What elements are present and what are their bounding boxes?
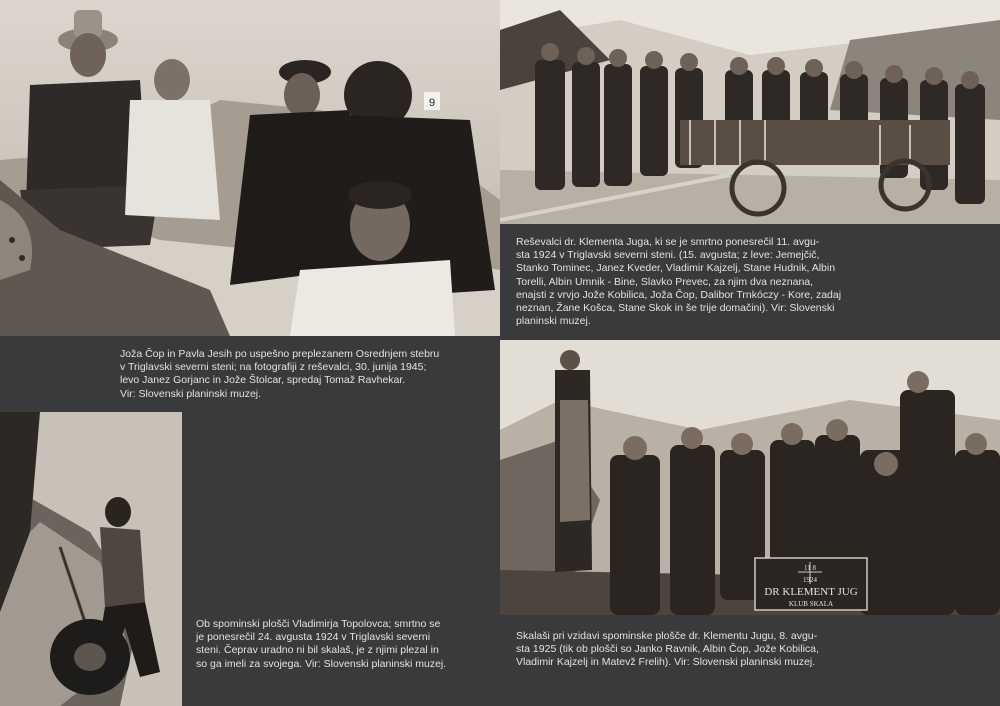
photo-sign-number: 9 bbox=[428, 97, 436, 109]
photo-skala-club-plaque-1925 bbox=[500, 340, 1000, 615]
caption-photo-topolovec: Ob spominski plošči Vladimirja Topolovca; smrtno se je ponesrečil 24. avgusta 1924 v Triglavski severni steni. Čeprav uradno ni bil skalaš, je z njimi plezal in so ga imeli za svojega. Vir: Slovenski planinski muzej. bbox=[196, 618, 447, 670]
photo-rescuers-with-cart-1924 bbox=[500, 0, 1000, 224]
plaque-club: KLUB SKALA bbox=[788, 600, 834, 608]
caption-photo-climbers-rescuers: Joža Čop in Pavla Jesih po uspešno preplezanem Osrednjem stebru v Triglavski severni steni; na fotografiji z reševalci, 30. junija 1945; levo Janez Gorjanc in Jože Štolcar, spredaj Tomaž Ravhekar. Vir: Slovenski planinski muzej. bbox=[120, 348, 440, 400]
caption-photo-rescuers-cart: Reševalci dr. Klementa Juga, ki se je smrtno ponesrečil 11. avgu- sta 1924 v Triglavski severni steni. (15. avgusta; z leve: Jemejčič, Stanko Tominec, Janez Kveder, Vladimir Kajzelj, Stane Hudnik, Albin Torelli, Albin Umnik - Bine, Slavko Prevec, za njim dva neznana, enajsti z vrvjo Jože Kobilica, Joža Čop, Dalibor Trnkóczy - Kore, zadaj neznan, Žane Košca, Stane Skok in še trije domačini). Vir: Slovenski planinski muzej. bbox=[516, 236, 842, 328]
caption-photo-skala-plaque: Skalaši pri vzidavi spominske plošče dr. Klementu Jugu, 8. avgu- sta 1925 (tik ob plošči so Janko Ravnik, Albin Čop, Jože Kobilica, Vladimir Kajzelj in Matevž Frelih). Vir: Slovenski planinski muzej. bbox=[516, 630, 819, 669]
photo-topolovec-memorial bbox=[0, 412, 182, 706]
plaque-name: DR KLEMENT JUG bbox=[764, 586, 858, 598]
photo-climbers-rescuers-1945 bbox=[0, 0, 500, 336]
plaque-date-day: 11 8 bbox=[804, 564, 816, 572]
plaque-date-year: 1924 bbox=[803, 576, 817, 584]
